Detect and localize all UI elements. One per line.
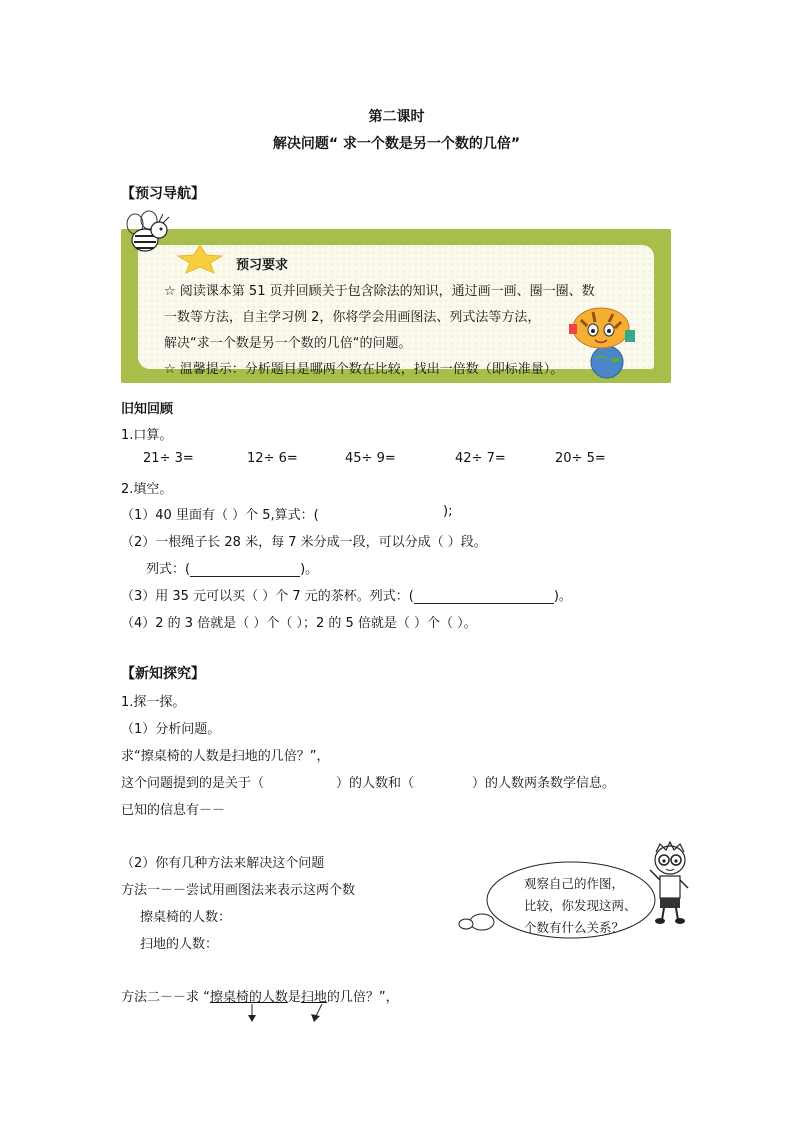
- preview-line-2: 一数等方法，自主学习例 2，你将学会用画图法、列式法等方法，: [164, 310, 541, 325]
- info-part-a: 这个问题提到的是关于（: [121, 776, 265, 791]
- explore-methods-question: （2）你有几种方法来解决这个问题: [121, 856, 325, 871]
- bubble-line-2: 比较，你发现这两、: [524, 898, 637, 913]
- fill-3-answer-line[interactable]: [414, 589, 554, 604]
- star-icon: [174, 243, 226, 275]
- review-q1: 1.口算。: [121, 428, 173, 443]
- preview-line-1: ☆ 阅读课本第 51 页并回顾关于包含除法的知识，通过画一画、圈一圈、数: [164, 284, 595, 299]
- method-2-underline-1: 擦桌椅的人数: [209, 990, 288, 1005]
- explore-step-1: 1.探一探。: [121, 695, 186, 710]
- fill-2-formula-label: 列式：(: [146, 562, 191, 577]
- cartoon-boy-icon: [640, 840, 702, 926]
- explore-analysis: （1）分析问题。: [121, 722, 221, 737]
- calc-4: 42÷ 7=: [455, 451, 506, 466]
- fill-2-answer-line[interactable]: [190, 562, 300, 577]
- down-arrow-icon: [248, 1015, 256, 1022]
- lesson-title: 第二课时: [368, 109, 425, 125]
- fill-3: [121, 585, 572, 604]
- method-2-underline-2: 扫地: [300, 990, 327, 1005]
- method-2-mid: 是: [287, 990, 301, 1005]
- preview-line-4: ☆ 温馨提示：分析题目是哪两个数在比较，找出一倍数（即标准量）。: [164, 362, 564, 377]
- info-part-b: ）的人数和（: [336, 776, 415, 791]
- explore-question: 求“擦桌椅的人数是扫地的几倍？”，: [121, 749, 330, 764]
- bee-icon: [119, 206, 171, 258]
- topic-title: 解决问题“ 求一个数是另一个数的几倍”: [272, 136, 521, 152]
- method-2-prefix: 方法二－－求 “: [121, 990, 210, 1005]
- fill-1: （1）40 里面有（ ）个 5,算式：(: [121, 508, 319, 523]
- method-2-arrows: [240, 1002, 330, 1024]
- fill-4: （4）2 的 3 倍就是（ ）个（ ）；2 的 5 倍就是（ ）个（ ）。: [121, 616, 477, 631]
- explore-info: [121, 772, 615, 791]
- fill-2-formula-end: )。: [300, 562, 319, 577]
- preview-section-title: 【预习导航】: [121, 186, 205, 202]
- preview-line-3: 解决“求一个数是另一个数的几倍“的问题。: [164, 336, 412, 351]
- bubble-line-3: 个数有什么关系？: [524, 920, 625, 935]
- fill-2: （2）一根绳子长 28 米，每 7 米分成一段，可以分成（ ）段。: [121, 535, 487, 550]
- method-1-sweep: 扫地的人数：: [140, 937, 219, 952]
- cartoon-character-icon: [563, 302, 645, 380]
- review-q2: 2.填空。: [121, 482, 173, 497]
- method-2-suffix: 的几倍？”，: [326, 990, 399, 1005]
- calc-5: 20÷ 5=: [555, 451, 606, 466]
- method-1: 方法一－－尝试用画图法来表示这两个数: [121, 883, 356, 898]
- calc-2: 12÷ 6=: [247, 451, 298, 466]
- fill-3-text: （3）用 35 元可以买（ ）个 7 元的茶杯。列式：(: [121, 589, 414, 604]
- down-left-arrow-icon: [311, 1014, 320, 1022]
- explore-section-title: 【新知探究】: [121, 666, 205, 682]
- info-part-c: ）的人数两条数学信息。: [472, 776, 616, 791]
- calc-3: 45÷ 9=: [345, 451, 396, 466]
- fill-2-formula: [146, 558, 318, 577]
- fill-1-end: );: [443, 504, 453, 519]
- calc-1: 21÷ 3=: [143, 451, 194, 466]
- preview-requirement-title: 预习要求: [236, 258, 289, 273]
- fill-3-end: )。: [553, 589, 572, 604]
- review-title: 旧知回顾: [121, 402, 174, 417]
- bubble-line-1: 观察自己的作图，: [524, 876, 625, 891]
- method-1-wipe: 擦桌椅的人数：: [140, 910, 232, 925]
- explore-known: 已知的信息有－－: [121, 803, 226, 818]
